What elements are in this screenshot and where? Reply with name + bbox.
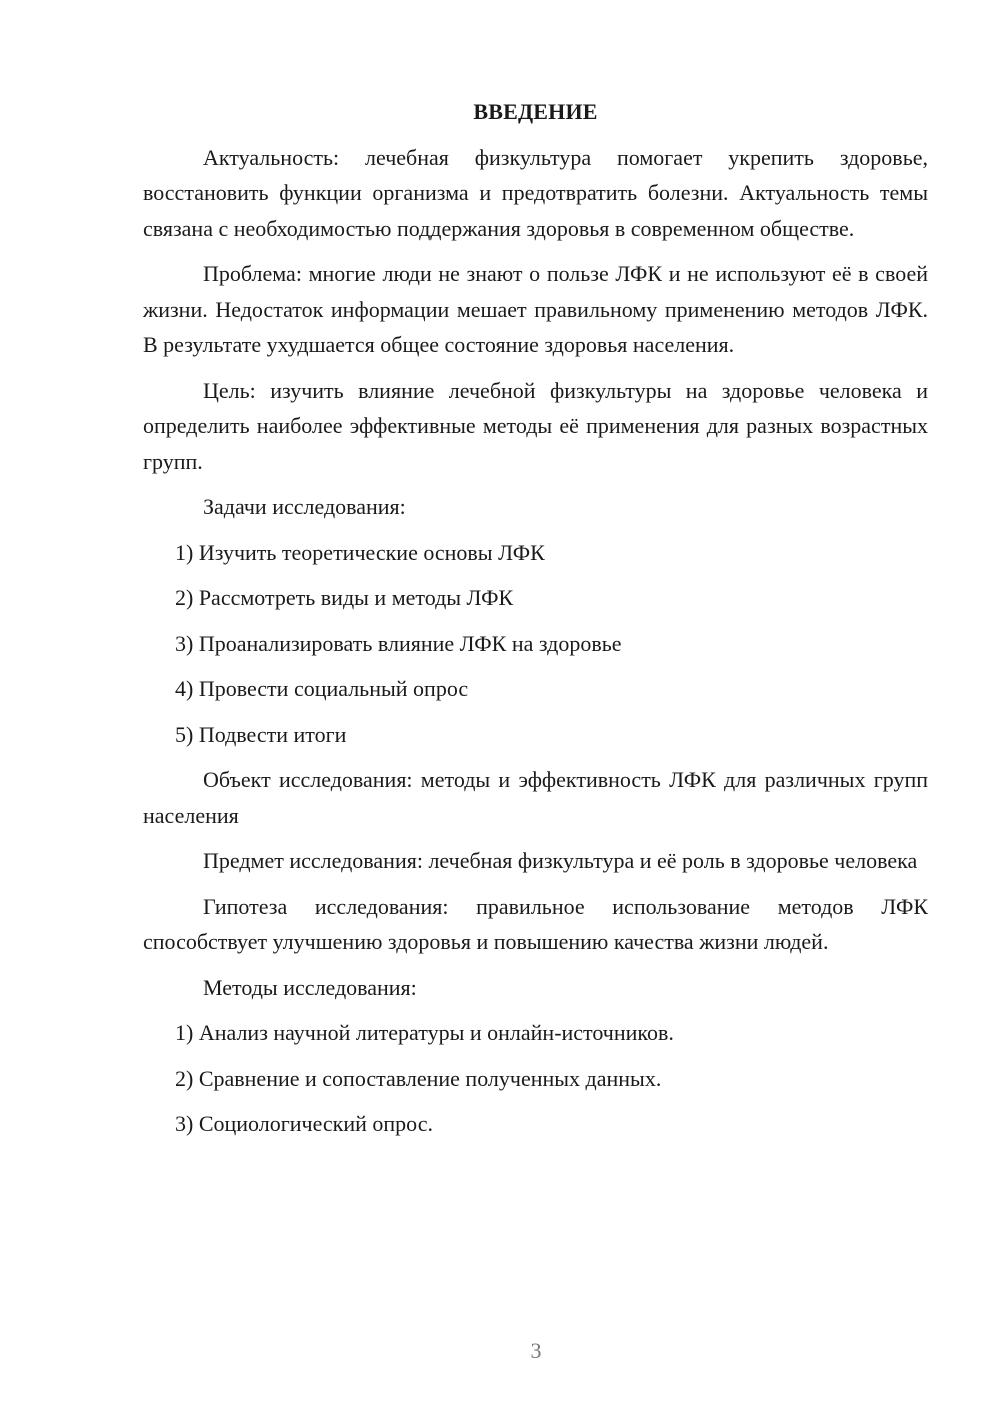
relevance-paragraph: Актуальность: лечебная физкультура помогает укрепить здоровье, восстановить функции организма и предотвратить болезни. Актуальность темы связана с необходимостью поддержания здоровья в современном обществе. [143,144,928,241]
problem-paragraph: Проблема: многие люди не знают о пользе ЛФК и не используют её в своей жизни. Недостаток информации мешает правильному применению методов ЛФК. В результате ухудшается общее состояние здоровья населения. [143,261,928,357]
task-item: 2) Рассмотреть виды и методы ЛФК [175,585,514,610]
object-paragraph: Объект исследования: методы и эффективность ЛФК для различных групп населения [143,767,928,828]
task-item: 3) Проанализировать влияние ЛФК на здоровье [175,630,622,656]
task-item: 5) Подвести итоги [175,721,347,747]
page-number: 3 [530,1338,542,1363]
goal-paragraph: Цель: изучить влияние лечебной физкультуры на здоровье человека и определить наиболее эффективные методы её применения для разных возрастных групп. [143,377,928,474]
task-item: 1) Изучить теоретические основы ЛФК [175,539,545,565]
hypothesis-paragraph: Гипотеза исследования: правильное использование методов ЛФК способствует улучшению здоровья и повышению качества жизни людей. [143,893,928,954]
tasks-label: Задачи исследования: [203,494,406,519]
method-item: 3) Социологический опрос. [175,1111,433,1136]
subject-paragraph: Предмет исследования: лечебная физкультура и её роль в здоровье человека [203,848,918,873]
method-item: 2) Сравнение и сопоставление полученных данных. [175,1065,662,1091]
task-item: 4) Провести социальный опрос [175,676,469,701]
page-title: ВВЕДЕНИЕ [473,99,598,124]
methods-label: Методы исследования: [203,974,417,1000]
method-item: 1) Анализ научной литературы и онлайн-источников. [175,1020,674,1045]
